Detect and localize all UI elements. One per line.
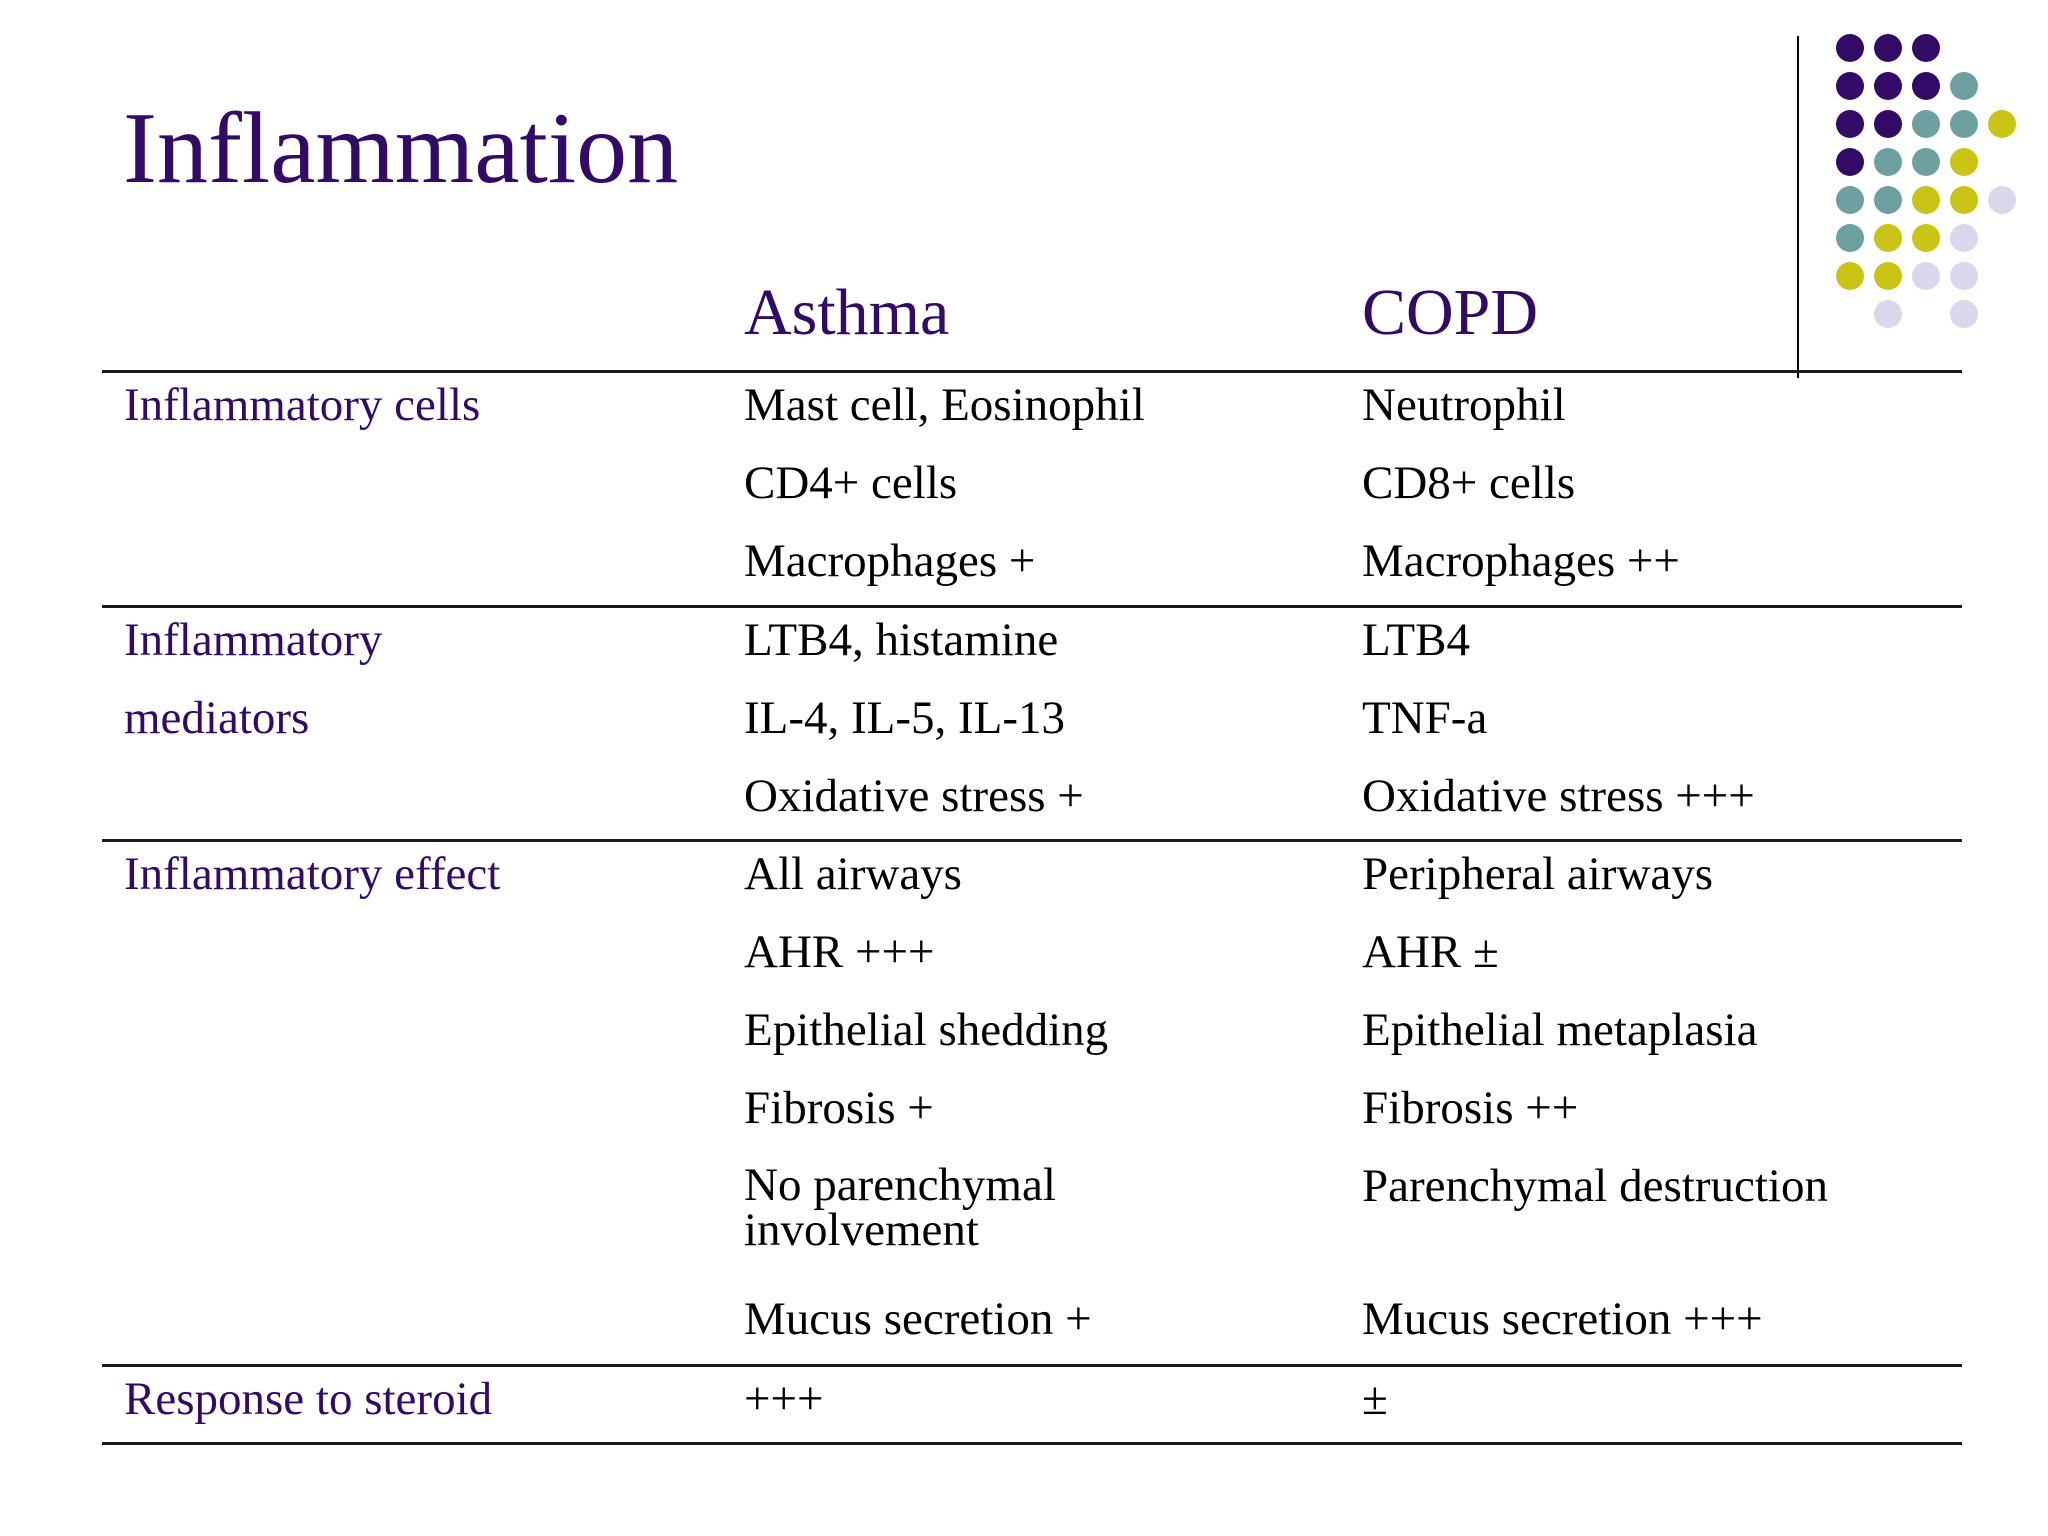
dot	[1874, 186, 1902, 214]
dot	[1988, 110, 2016, 138]
row-label-inflammatory-cells: Inflammatory cells	[124, 379, 481, 431]
copd-cell: Mucus secretion +++	[1362, 1293, 1763, 1345]
dot	[1836, 148, 1864, 176]
asthma-cell: All airways	[744, 848, 962, 900]
dot	[1950, 224, 1978, 252]
copd-cell: CD8+ cells	[1362, 457, 1576, 509]
table-rule	[102, 1442, 1962, 1445]
copd-cell: AHR ±	[1362, 926, 1499, 978]
dot	[1874, 72, 1902, 100]
dot	[1912, 72, 1940, 100]
dot	[1912, 110, 1940, 138]
dot	[1874, 148, 1902, 176]
dot	[1912, 262, 1940, 290]
dot	[1836, 34, 1864, 62]
dot	[1950, 110, 1978, 138]
dot	[1912, 34, 1940, 62]
asthma-cell: Mucus secretion +	[744, 1293, 1092, 1345]
table-rule	[102, 839, 1962, 842]
row-label-inflammatory-mediators-line2: mediators	[124, 692, 310, 744]
dot	[1836, 72, 1864, 100]
dot	[1950, 72, 1978, 100]
decorative-vertical-line	[1797, 36, 1799, 378]
asthma-cell: Mast cell, Eosinophil	[744, 379, 1145, 431]
dot	[1912, 224, 1940, 252]
dot	[1950, 148, 1978, 176]
slide-title: Inflammation	[123, 92, 679, 205]
column-header-asthma: Asthma	[744, 276, 950, 349]
dot	[1988, 186, 2016, 214]
asthma-cell: Oxidative stress +	[744, 770, 1084, 822]
asthma-cell: AHR +++	[744, 926, 935, 978]
row-label-inflammatory-mediators: Inflammatory	[124, 614, 383, 666]
asthma-cell: CD4+ cells	[744, 457, 958, 509]
table-rule	[102, 370, 1962, 373]
asthma-cell: Fibrosis +	[744, 1082, 934, 1134]
asthma-cell: No parenchymal involvement	[744, 1159, 1056, 1256]
dot	[1950, 186, 1978, 214]
copd-cell: Fibrosis ++	[1362, 1082, 1579, 1134]
table-rule	[102, 1364, 1962, 1367]
dot	[1912, 186, 1940, 214]
dot	[1874, 300, 1902, 328]
dot	[1874, 224, 1902, 252]
copd-cell: Epithelial metaplasia	[1362, 1004, 1758, 1056]
column-header-copd: COPD	[1362, 276, 1539, 349]
copd-cell: Peripheral airways	[1362, 848, 1714, 900]
asthma-cell: IL-4, IL-5, IL-13	[744, 692, 1066, 744]
dot	[1836, 110, 1864, 138]
asthma-cell: Macrophages +	[744, 535, 1036, 587]
asthma-cell: LTB4, histamine	[744, 614, 1059, 666]
copd-cell: ±	[1362, 1373, 1388, 1425]
dot	[1874, 34, 1902, 62]
copd-cell: LTB4	[1362, 614, 1470, 666]
copd-cell: Macrophages ++	[1362, 535, 1680, 587]
dot	[1950, 300, 1978, 328]
table-rule	[102, 605, 1962, 608]
dot	[1836, 224, 1864, 252]
row-label-inflammatory-effect: Inflammatory effect	[124, 848, 501, 900]
copd-cell: Parenchymal destruction	[1362, 1160, 1828, 1212]
dot	[1874, 110, 1902, 138]
copd-cell: TNF-a	[1362, 692, 1488, 744]
asthma-cell: Epithelial shedding	[744, 1004, 1109, 1056]
dot	[1874, 262, 1902, 290]
dot	[1836, 186, 1864, 214]
copd-cell: Oxidative stress +++	[1362, 770, 1755, 822]
asthma-cell: +++	[744, 1373, 824, 1425]
row-label-response-to-steroid: Response to steroid	[124, 1373, 493, 1425]
dot	[1836, 262, 1864, 290]
copd-cell: Neutrophil	[1362, 379, 1566, 431]
dot	[1912, 148, 1940, 176]
dot	[1950, 262, 1978, 290]
